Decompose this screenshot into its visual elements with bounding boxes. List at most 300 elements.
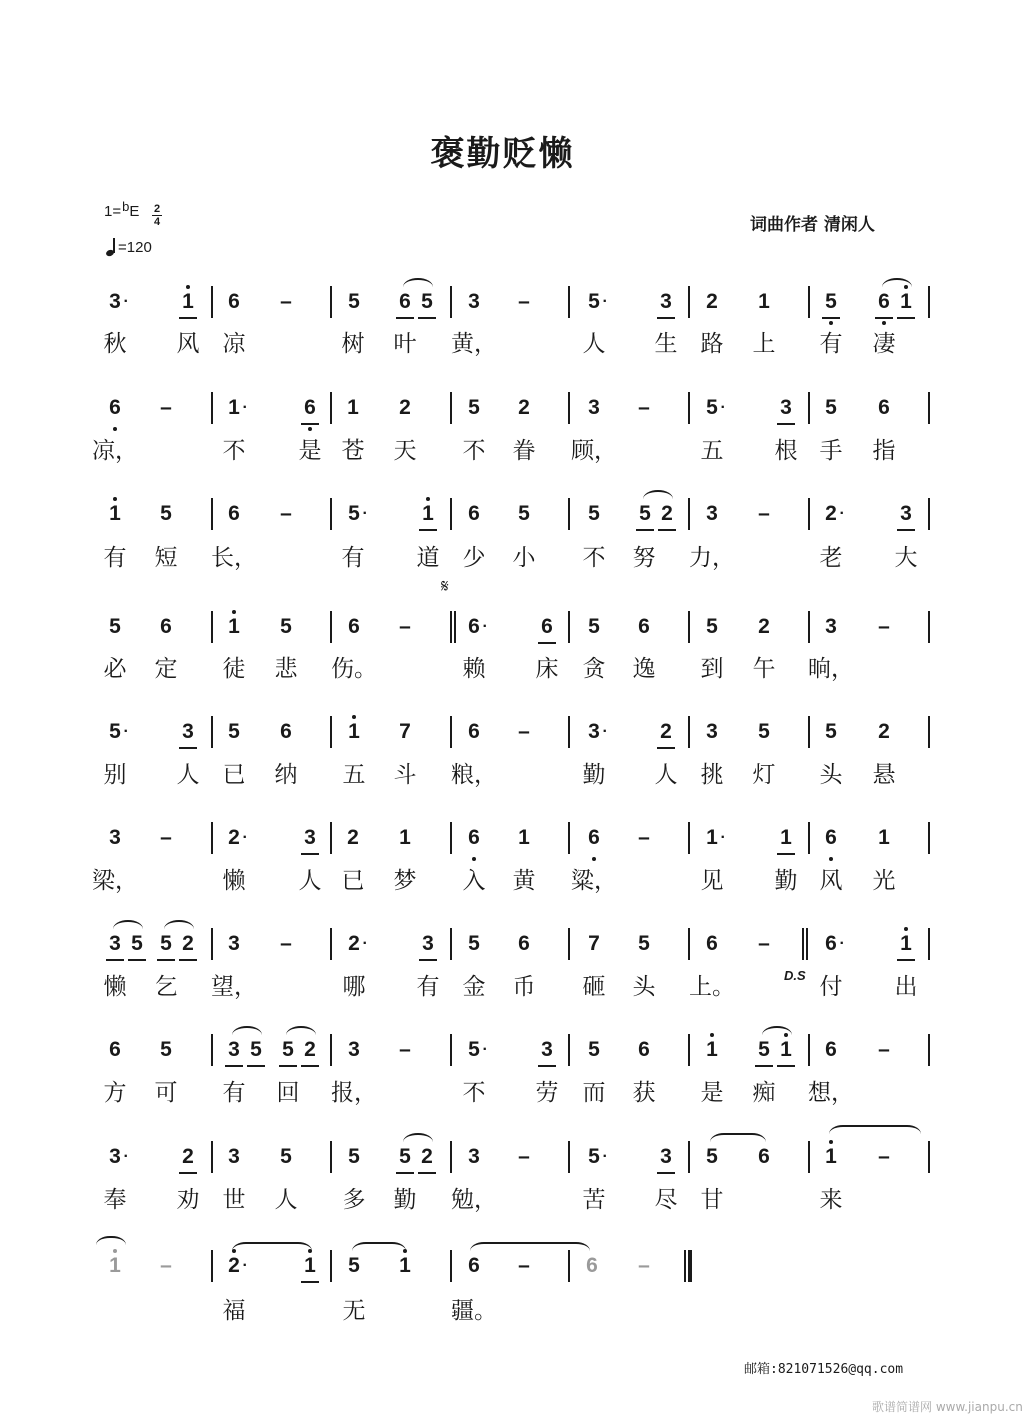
note: 7 bbox=[399, 720, 411, 743]
augmentation-dot: · bbox=[123, 1148, 129, 1165]
note: 6 bbox=[228, 502, 240, 525]
barline bbox=[928, 716, 930, 748]
barline bbox=[688, 286, 690, 318]
augmentation-dot: · bbox=[839, 505, 845, 522]
double-barline bbox=[802, 928, 808, 960]
underline bbox=[418, 317, 436, 319]
note: 6 bbox=[160, 615, 172, 638]
barline bbox=[330, 822, 332, 854]
barline bbox=[568, 498, 570, 530]
barline bbox=[688, 498, 690, 530]
barline bbox=[928, 1034, 930, 1066]
underline bbox=[636, 529, 654, 531]
lyric: 懒 bbox=[103, 974, 127, 1000]
barline bbox=[808, 286, 810, 318]
double-barline bbox=[450, 611, 456, 643]
note: 3 · bbox=[109, 290, 129, 313]
note: 5 bbox=[588, 615, 600, 638]
underline bbox=[875, 317, 893, 319]
note: 2 bbox=[399, 396, 411, 419]
note: 6 bbox=[638, 615, 650, 638]
note: 5 bbox=[399, 1145, 411, 1168]
tempo-value: =120 bbox=[118, 239, 152, 256]
note: – bbox=[160, 826, 172, 849]
note: 5 bbox=[468, 396, 480, 419]
note: 1 bbox=[109, 1254, 121, 1277]
lyric: 指 bbox=[872, 438, 896, 464]
note: – bbox=[878, 1145, 890, 1168]
barline bbox=[568, 928, 570, 960]
note: – bbox=[399, 1038, 411, 1061]
note: 5 bbox=[588, 1038, 600, 1061]
lyric: 秋 bbox=[103, 331, 127, 357]
lyric: 望， bbox=[211, 974, 257, 1000]
slur bbox=[762, 1026, 792, 1035]
lyric: 凉 bbox=[222, 331, 246, 357]
lyric: 已 bbox=[222, 762, 246, 788]
note: 3 · bbox=[109, 1145, 129, 1168]
barline bbox=[688, 716, 690, 748]
octave-high-dot bbox=[113, 1249, 117, 1253]
note: 6 bbox=[468, 1254, 480, 1277]
lyric: 世 bbox=[222, 1187, 246, 1213]
underline bbox=[419, 959, 437, 961]
lyric: 灯 bbox=[752, 762, 776, 788]
augmentation-dot: · bbox=[720, 829, 726, 846]
lyric: 甘 bbox=[700, 1187, 724, 1213]
lyric: 尽 bbox=[654, 1187, 678, 1213]
lyric: 光 bbox=[872, 868, 896, 894]
barline bbox=[330, 716, 332, 748]
lyric: 头 bbox=[632, 974, 656, 1000]
underline bbox=[418, 1172, 436, 1174]
lyric: 粱， bbox=[571, 868, 617, 894]
barline bbox=[928, 392, 930, 424]
underline bbox=[777, 423, 795, 425]
note: 3 bbox=[780, 396, 792, 419]
lyric: 人 bbox=[298, 868, 322, 894]
note: 6 bbox=[109, 1038, 121, 1061]
barline bbox=[211, 716, 213, 748]
barline bbox=[928, 286, 930, 318]
lyric: 已 bbox=[341, 868, 365, 894]
underline bbox=[657, 1172, 675, 1174]
barline bbox=[450, 822, 452, 854]
note: 2 bbox=[878, 720, 890, 743]
note: 6 bbox=[706, 932, 718, 955]
augmentation-dot: · bbox=[123, 293, 129, 310]
barline bbox=[211, 611, 213, 643]
octave-high-dot bbox=[426, 497, 430, 501]
lyric: 入 bbox=[462, 868, 486, 894]
barline bbox=[450, 498, 452, 530]
note: 3 bbox=[588, 396, 600, 419]
lyric: 叶 bbox=[393, 331, 417, 357]
barline bbox=[450, 286, 452, 318]
note: 5 bbox=[518, 502, 530, 525]
underline bbox=[822, 317, 840, 319]
note: 5 bbox=[228, 720, 240, 743]
note: 3 bbox=[109, 932, 121, 955]
lyric: 币 bbox=[512, 974, 536, 1000]
note: 5 bbox=[468, 932, 480, 955]
underline bbox=[301, 1065, 319, 1067]
lyric: 奉 bbox=[103, 1187, 127, 1213]
augmentation-dot: · bbox=[602, 293, 608, 310]
barline bbox=[450, 392, 452, 424]
lyric: 努 bbox=[632, 545, 656, 571]
lyric: 人 bbox=[274, 1187, 298, 1213]
lyric: 小 bbox=[512, 545, 536, 571]
note: 5 bbox=[282, 1038, 294, 1061]
barline bbox=[688, 611, 690, 643]
barline bbox=[568, 611, 570, 643]
time-numerator: 2 bbox=[153, 203, 161, 215]
slur bbox=[164, 920, 194, 929]
lyric: 劝 bbox=[176, 1187, 200, 1213]
note: 3 bbox=[706, 720, 718, 743]
lyric: 午 bbox=[752, 656, 776, 682]
octave-low-dot bbox=[829, 321, 833, 325]
barline bbox=[211, 1034, 213, 1066]
barline bbox=[330, 611, 332, 643]
augmentation-dot: · bbox=[602, 1148, 608, 1165]
lyric: 痴 bbox=[752, 1080, 776, 1106]
note: 5 bbox=[131, 932, 143, 955]
lyric: 根 bbox=[774, 438, 798, 464]
underline bbox=[777, 1065, 795, 1067]
lyric: 上。 bbox=[689, 974, 735, 1000]
lyric: 可 bbox=[154, 1080, 178, 1106]
octave-low-dot bbox=[308, 427, 312, 431]
note: 3 bbox=[706, 502, 718, 525]
note: 6 bbox=[878, 290, 890, 313]
note: 5 bbox=[421, 290, 433, 313]
note: – bbox=[638, 826, 650, 849]
lyric: 赖 bbox=[462, 656, 486, 682]
underline bbox=[755, 1065, 773, 1067]
note: 1 bbox=[825, 1145, 837, 1168]
lyric: 人 bbox=[176, 762, 200, 788]
barline bbox=[450, 1250, 452, 1282]
lyric: 悲 bbox=[274, 656, 298, 682]
note: 1 · bbox=[706, 826, 726, 849]
note: 2 · bbox=[228, 826, 248, 849]
lyric: 多 bbox=[342, 1187, 366, 1213]
lyric: 不 bbox=[582, 545, 606, 571]
underline bbox=[777, 853, 795, 855]
barline bbox=[450, 716, 452, 748]
octave-high-dot bbox=[186, 285, 190, 289]
note: 2 bbox=[182, 1145, 194, 1168]
barline bbox=[211, 392, 213, 424]
note: – bbox=[518, 1145, 530, 1168]
note: 1 bbox=[228, 615, 240, 638]
note: – bbox=[878, 1038, 890, 1061]
lyric: 付 bbox=[819, 974, 843, 1000]
note: 2 bbox=[304, 1038, 316, 1061]
note: 1 bbox=[878, 826, 890, 849]
augmentation-dot: · bbox=[242, 399, 248, 416]
note: 5 bbox=[348, 1254, 360, 1277]
note: 2 bbox=[182, 932, 194, 955]
octave-high-dot bbox=[829, 1140, 833, 1144]
note: – bbox=[758, 932, 770, 955]
lyric: 福 bbox=[222, 1298, 246, 1324]
note: 6 bbox=[825, 826, 837, 849]
lyric: 疆。 bbox=[451, 1298, 497, 1324]
note: 6 bbox=[638, 1038, 650, 1061]
final-barline bbox=[684, 1250, 692, 1282]
lyric: 回 bbox=[276, 1080, 300, 1106]
underline bbox=[897, 529, 915, 531]
barline bbox=[688, 822, 690, 854]
note: 2 · bbox=[228, 1254, 248, 1277]
note: – bbox=[878, 615, 890, 638]
lyric: 长， bbox=[211, 545, 257, 571]
barline bbox=[568, 1034, 570, 1066]
note: 3 · bbox=[588, 720, 608, 743]
note: 5 bbox=[280, 615, 292, 638]
note: 6 · bbox=[468, 615, 488, 638]
note: 5 bbox=[825, 720, 837, 743]
note: 3 bbox=[228, 1038, 240, 1061]
lyric: 报， bbox=[331, 1080, 377, 1106]
barline bbox=[211, 822, 213, 854]
lyric: 劳 bbox=[535, 1080, 559, 1106]
note: 1 bbox=[347, 396, 359, 419]
lyric: 不 bbox=[222, 438, 246, 464]
note: 3 bbox=[541, 1038, 553, 1061]
lyric: 床 bbox=[535, 656, 559, 682]
note: 1 bbox=[900, 290, 912, 313]
note: 6 bbox=[588, 826, 600, 849]
barline bbox=[808, 498, 810, 530]
barline bbox=[211, 928, 213, 960]
augmentation-dot: · bbox=[242, 829, 248, 846]
underline bbox=[538, 642, 556, 644]
augmentation-dot: · bbox=[362, 505, 368, 522]
note: 2 bbox=[660, 720, 672, 743]
underline bbox=[419, 529, 437, 531]
note: 5 bbox=[706, 615, 718, 638]
note: 1 bbox=[348, 720, 360, 743]
lyric: 出 bbox=[894, 974, 918, 1000]
barline bbox=[808, 611, 810, 643]
lyric: 头 bbox=[819, 762, 843, 788]
barline bbox=[808, 822, 810, 854]
note: – bbox=[280, 932, 292, 955]
note: 6 bbox=[758, 1145, 770, 1168]
barline bbox=[211, 1141, 213, 1173]
note: 6 bbox=[304, 396, 316, 419]
barline bbox=[450, 1141, 452, 1173]
slur bbox=[232, 1026, 262, 1035]
lyric: 梁， bbox=[92, 868, 138, 894]
note: 3 bbox=[825, 615, 837, 638]
lyric: 天 bbox=[393, 438, 417, 464]
note: 1 bbox=[182, 290, 194, 313]
note: 1 bbox=[900, 932, 912, 955]
note: 5 bbox=[758, 720, 770, 743]
note: 1 bbox=[304, 1254, 316, 1277]
lyric: 勤 bbox=[393, 1187, 417, 1213]
note: 5 bbox=[109, 615, 121, 638]
key-note: E bbox=[129, 203, 140, 220]
lyric: 砸 bbox=[582, 974, 606, 1000]
lyric: 手 bbox=[819, 438, 843, 464]
note: 5 bbox=[638, 932, 650, 955]
note: 7 bbox=[588, 932, 600, 955]
contact-email: 邮箱:821071526@qq.com bbox=[744, 1362, 904, 1377]
note: – bbox=[280, 290, 292, 313]
barline bbox=[928, 611, 930, 643]
lyric: 凉， bbox=[92, 438, 138, 464]
lyric: 力， bbox=[689, 545, 735, 571]
lyric: 徒 bbox=[222, 656, 246, 682]
note: 5 bbox=[825, 290, 837, 313]
site-watermark: 歌谱简谱网 www.jianpu.cn bbox=[872, 1400, 1023, 1414]
underline bbox=[301, 1281, 319, 1283]
lyric: 树 bbox=[341, 331, 365, 357]
lyric: 必 bbox=[103, 656, 127, 682]
note: 3 bbox=[304, 826, 316, 849]
lyric: 大 bbox=[894, 545, 918, 571]
barline bbox=[450, 1034, 452, 1066]
note: 5 bbox=[639, 502, 651, 525]
lyric: 获 bbox=[632, 1080, 656, 1106]
lyric: 斗 bbox=[393, 762, 417, 788]
flat-sign: b bbox=[122, 199, 130, 214]
barline bbox=[568, 1250, 570, 1282]
lyric: 五 bbox=[700, 438, 724, 464]
barline bbox=[330, 1034, 332, 1066]
lyric: 道 bbox=[416, 545, 440, 571]
lyric: 有 bbox=[819, 331, 843, 357]
lyric: 顾， bbox=[571, 438, 617, 464]
slur bbox=[286, 1026, 316, 1035]
note: 1 bbox=[706, 1038, 718, 1061]
note: 6 bbox=[399, 290, 411, 313]
barline bbox=[928, 928, 930, 960]
lyric: 懒 bbox=[222, 868, 246, 894]
note: 2 · bbox=[348, 932, 368, 955]
slur bbox=[882, 278, 912, 287]
barline bbox=[808, 1141, 810, 1173]
underline bbox=[396, 1172, 414, 1174]
lyric: 纳 bbox=[274, 762, 298, 788]
underline bbox=[658, 529, 676, 531]
slur bbox=[643, 490, 673, 499]
lyric: 是 bbox=[298, 438, 322, 464]
octave-low-dot bbox=[472, 857, 476, 861]
lyric: 短 bbox=[154, 545, 178, 571]
lyric: 来 bbox=[819, 1187, 843, 1213]
lyric: 挑 bbox=[700, 762, 724, 788]
slur bbox=[113, 920, 143, 929]
note: 2 bbox=[518, 396, 530, 419]
octave-high-dot bbox=[113, 497, 117, 501]
note: 6 · bbox=[825, 932, 845, 955]
note: 6 bbox=[878, 396, 890, 419]
barline bbox=[450, 928, 452, 960]
barline bbox=[688, 392, 690, 424]
augmentation-dot: · bbox=[602, 723, 608, 740]
note: 5 bbox=[348, 1145, 360, 1168]
note: 2 bbox=[421, 1145, 433, 1168]
lyric: 无 bbox=[342, 1298, 366, 1324]
note: 3 bbox=[660, 290, 672, 313]
barline bbox=[568, 1141, 570, 1173]
underline bbox=[179, 747, 197, 749]
barline bbox=[688, 1034, 690, 1066]
note: 1 bbox=[399, 1254, 411, 1277]
barline bbox=[211, 1250, 213, 1282]
augmentation-dot: · bbox=[242, 1257, 248, 1274]
lyric: 苦 bbox=[582, 1187, 606, 1213]
lyric: 人 bbox=[654, 762, 678, 788]
barline bbox=[330, 392, 332, 424]
note: 5 · bbox=[706, 396, 726, 419]
augmentation-dot: · bbox=[362, 935, 368, 952]
note: 1 bbox=[518, 826, 530, 849]
note: 5 · bbox=[348, 502, 368, 525]
lyric: 少 bbox=[462, 545, 486, 571]
barline bbox=[568, 286, 570, 318]
lyric: 不 bbox=[462, 438, 486, 464]
underline bbox=[157, 959, 175, 961]
barline bbox=[568, 822, 570, 854]
barline bbox=[330, 286, 332, 318]
underline bbox=[301, 423, 319, 425]
octave-low-dot bbox=[829, 857, 833, 861]
lyric: 乞 bbox=[154, 974, 178, 1000]
note: 6 bbox=[468, 502, 480, 525]
barline bbox=[330, 928, 332, 960]
barline bbox=[808, 392, 810, 424]
lyric: 晌， bbox=[808, 656, 854, 682]
note: – bbox=[399, 615, 411, 638]
underline bbox=[897, 317, 915, 319]
note: – bbox=[518, 1254, 530, 1277]
underline bbox=[179, 317, 197, 319]
lyric: 眷 bbox=[512, 438, 536, 464]
note: 1 bbox=[780, 1038, 792, 1061]
lyric: 老 bbox=[819, 545, 843, 571]
lyric: 见 bbox=[700, 868, 724, 894]
barline bbox=[928, 1141, 930, 1173]
lyric: 有 bbox=[103, 545, 127, 571]
lyric: 风 bbox=[176, 331, 200, 357]
note: 3 bbox=[182, 720, 194, 743]
note: 5 bbox=[348, 290, 360, 313]
underline bbox=[225, 1065, 243, 1067]
lyric: 不 bbox=[462, 1080, 486, 1106]
note: 1 bbox=[758, 290, 770, 313]
note: 2 bbox=[706, 290, 718, 313]
underline bbox=[396, 317, 414, 319]
barline bbox=[688, 1141, 690, 1173]
lyric: 伤。 bbox=[331, 656, 377, 682]
note: 5 bbox=[280, 1145, 292, 1168]
slur bbox=[352, 1242, 406, 1251]
lyric: 贪 bbox=[582, 656, 606, 682]
lyric: 勤 bbox=[774, 868, 798, 894]
underline bbox=[538, 1065, 556, 1067]
note: 3 bbox=[660, 1145, 672, 1168]
lyric: 哪 bbox=[342, 974, 366, 1000]
note: 6 bbox=[468, 826, 480, 849]
